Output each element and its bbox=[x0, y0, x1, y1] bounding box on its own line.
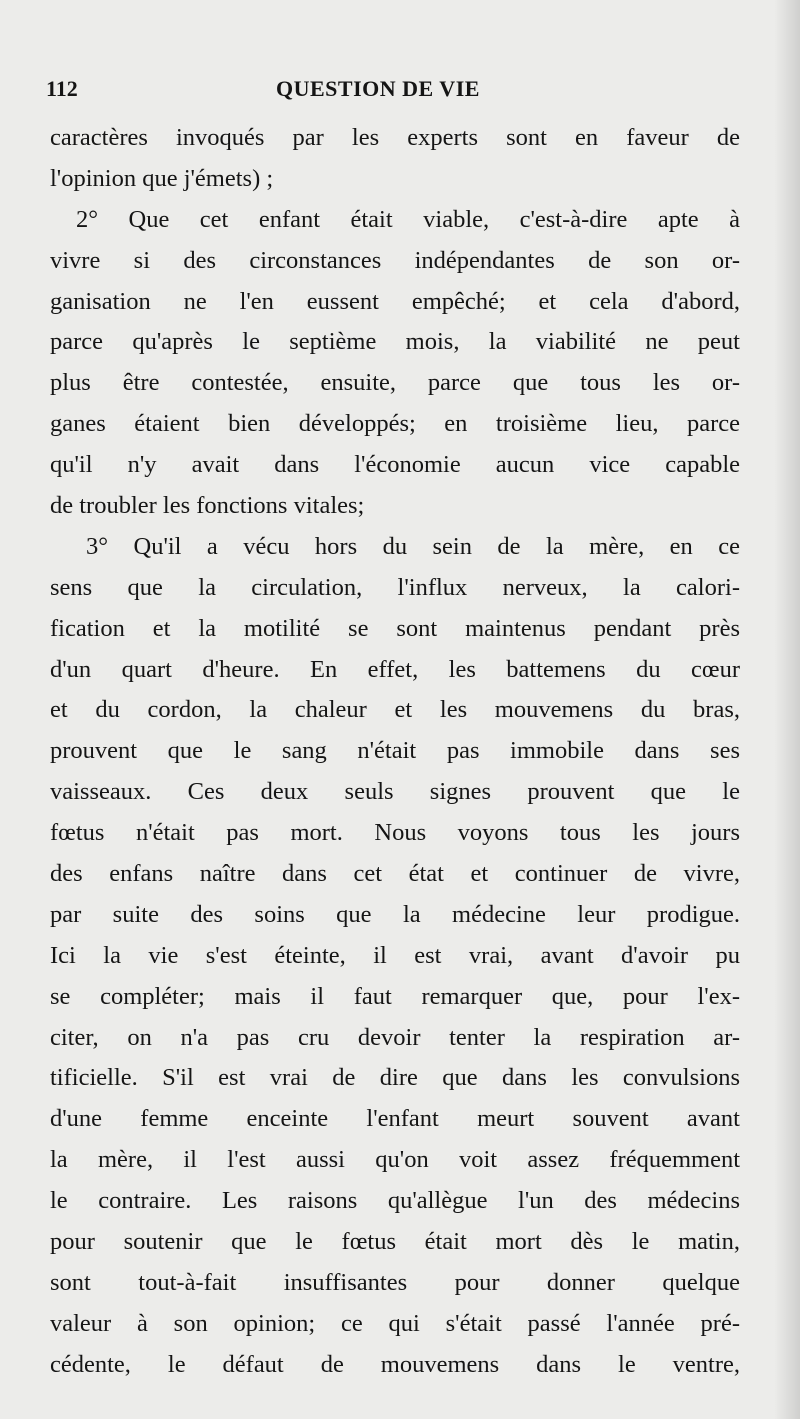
text-line: cédente, le défaut de mouvemens dans le ventre, bbox=[50, 1350, 740, 1378]
text-line: de troubler les fonctions vitales; bbox=[50, 492, 365, 520]
text-line: fœtus n'était pas mort. Nous voyons tous les jours bbox=[50, 819, 740, 847]
text-line: vivre si des circonstances indépendantes de son or- bbox=[50, 246, 740, 274]
page-edge-shadow bbox=[774, 0, 800, 1419]
text-line: la mère, il l'est aussi qu'on voit assez fréquemment bbox=[50, 1146, 740, 1174]
body-text bbox=[50, 118, 740, 1386]
text-line: 3° Qu'il a vécu hors du sein de la mère, en ce bbox=[86, 532, 740, 560]
text-line: et du cordon, la chaleur et les mouvemens du bras, bbox=[50, 696, 740, 724]
text-line: sont tout-à-fait insuffisantes pour donner quelque bbox=[50, 1268, 740, 1296]
page-number: 112 bbox=[46, 76, 78, 101]
text-line: parce qu'après le septième mois, la viabilité ne peut bbox=[50, 328, 740, 356]
text-line: prouvent que le sang n'était pas immobile dans ses bbox=[50, 737, 740, 765]
text-line: 2° Que cet enfant était viable, c'est-à-dire apte à bbox=[76, 205, 740, 233]
text-line: des enfans naître dans cet état et continuer de vivre, bbox=[50, 860, 740, 888]
text-line: valeur à son opinion; ce qui s'était passé l'année pré- bbox=[50, 1309, 740, 1337]
page-header bbox=[44, 76, 764, 106]
text-line: le contraire. Les raisons qu'allègue l'un des médecins bbox=[50, 1187, 740, 1215]
text-line: tificielle. S'il est vrai de dire que dans les convulsions bbox=[50, 1064, 740, 1092]
text-line: caractères invoqués par les experts sont en faveur de bbox=[50, 124, 740, 151]
text-line: par suite des soins que la médecine leur prodigue. bbox=[50, 900, 740, 928]
text-line: sens que la circulation, l'influx nerveux, la calori- bbox=[50, 573, 740, 601]
text-line: plus être contestée, ensuite, parce que tous les or- bbox=[50, 369, 740, 397]
running-head: QUESTION DE VIE bbox=[276, 76, 480, 101]
text-line: qu'il n'y avait dans l'économie aucun vice capable bbox=[50, 451, 740, 479]
text-line: pour soutenir que le fœtus était mort dès le matin, bbox=[50, 1228, 740, 1256]
text-line: vaisseaux. Ces deux seuls signes prouvent que le bbox=[50, 778, 740, 806]
text-line: citer, on n'a pas cru devoir tenter la respiration ar- bbox=[50, 1023, 740, 1051]
text-line: d'un quart d'heure. En effet, les battemens du cœur bbox=[50, 655, 740, 683]
text-line: d'une femme enceinte l'enfant meurt souvent avant bbox=[50, 1105, 740, 1133]
text-line: se compléter; mais il faut remarquer que, pour l'ex- bbox=[50, 982, 740, 1010]
text-line: fication et la motilité se sont maintenus pendant près bbox=[50, 614, 740, 642]
text-line: Ici la vie s'est éteinte, il est vrai, avant d'avoir pu bbox=[50, 941, 740, 969]
text-line: ganisation ne l'en eussent empêché; et cela d'abord, bbox=[50, 287, 740, 315]
text-line: l'opinion que j'émets) ; bbox=[50, 164, 274, 192]
text-line: ganes étaient bien développés; en troisième lieu, parce bbox=[50, 410, 740, 438]
